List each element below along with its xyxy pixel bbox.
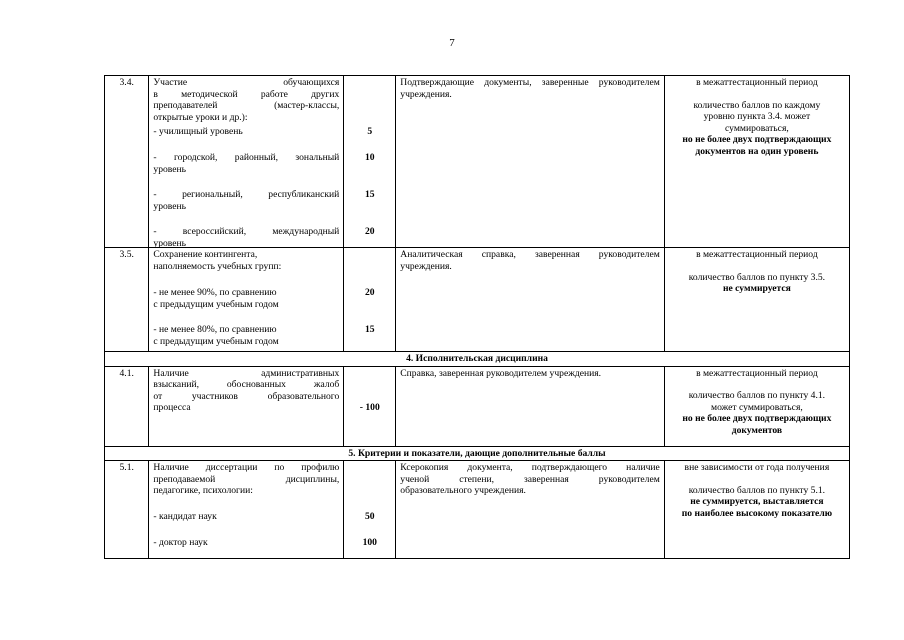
desc-line: Наличие административных [153,367,340,379]
document-cell [396,461,665,559]
section-header-row [105,352,850,367]
section-title: 4. Исполнительская дисциплина [105,352,850,367]
document-cell [396,76,665,248]
criteria-table [104,75,850,559]
points-value: 5 [367,126,373,137]
note-bold: не суммируется [722,283,791,295]
level-label: уровень [153,164,187,175]
desc-line: взысканий, обоснованных жалоб [153,379,340,391]
desc-line: процесса [153,402,191,414]
points-cell [344,248,396,352]
row-number: 4.1. [105,366,149,446]
document-text: Аналитическая справка, заверенная руководителем [400,249,660,260]
section-header-row [105,446,850,461]
desc-line: наполняемость учебных групп: [153,260,282,272]
note-cell [664,366,849,446]
note-bold: не суммируется, выставляется [690,496,824,508]
criterion-description [149,461,344,559]
note-text: суммироваться, [725,122,789,134]
points-value: 15 [364,189,375,200]
points-cell [344,366,396,446]
document-text: учреждения. [400,260,452,272]
desc-line: от участников образовательного [153,390,340,402]
points-value: 20 [364,287,375,298]
degree-label: - доктор наук [153,537,208,549]
document-text: Подтверждающие документы, заверенные руководителем учреждения. [400,77,660,100]
note-cell [664,76,849,248]
note-text: уровню пункта 3.4. может [703,111,811,123]
level-label: - городской, районный, зональный [153,152,340,163]
criterion-description [149,366,344,446]
desc-line: педагогике, психологии: [153,485,253,497]
points-value: 50 [364,511,375,523]
note-period: в межаттестационный период [696,77,818,88]
document-text: ученой степени, заверенная руководителем [400,473,660,485]
desc-line: в методической работе других [153,88,340,100]
criterion-description [149,248,344,352]
page-number: 7 [449,37,455,49]
points-cell [344,461,396,559]
document-text: Ксерокопия документа, подтверждающего наличие [400,462,660,474]
note-text: количество баллов по каждому [693,99,821,111]
level-label: - не менее 80%, по сравнению [153,324,277,335]
level-label: - не менее 90%, по сравнению [153,287,277,298]
level-label: с предыдущим учебным годом [153,299,279,310]
points-value: 15 [364,324,375,335]
note-text: количество баллов по пункту 3.5. [688,271,826,283]
note-bold: но не более двух подтверждающих [682,134,832,146]
points-value: 10 [364,152,375,163]
note-bold: по наиболее высокому показателю [681,507,833,519]
note-cell [664,248,849,352]
document-cell [396,366,665,446]
level-label: - всероссийский, международный [153,226,340,237]
degree-label: - кандидат наук [153,511,217,523]
desc-line: Участие обучающихся [153,77,340,88]
row-number: 3.4. [105,76,149,248]
note-bold: документов [731,424,783,436]
row-number: 5.1. [105,461,149,559]
desc-line: Сохранение контингента, [153,249,258,260]
note-text: может суммироваться, [711,401,803,413]
document-text: Справка, заверенная руководителем учреждения. [400,367,602,379]
note-text: количество баллов по пункту 5.1. [688,484,826,496]
desc-line: открытые уроки и др.): [153,111,248,123]
table-row [105,366,850,446]
level-label: с предыдущим учебным годом [153,336,279,347]
section-title: 5. Критерии и показатели, дающие дополнительные баллы [105,446,850,461]
note-text: количество баллов по пункту 4.1. [688,390,826,402]
note-period: вне зависимости от года получения [684,462,830,474]
desc-line: Наличие диссертации по профилю [153,462,340,474]
points-value: 20 [364,226,375,237]
row-number: 3.5. [105,248,149,352]
desc-line: преподаваемой дисциплины, [153,473,340,485]
document-cell [396,248,665,352]
note-bold: но не более двух подтверждающих [682,413,832,425]
document-text: образовательного учреждения. [400,485,526,497]
level-label: - региональный, республиканский [153,189,340,200]
level-label: уровень [153,201,187,212]
note-cell [664,461,849,559]
table-row [105,248,850,352]
level-label: уровень [153,238,187,249]
desc-line: преподавателей (мастер-классы, [153,100,340,112]
level-label: - училищный уровень [153,126,243,137]
note-period: в межаттестационный период [696,249,818,260]
points-cell [344,76,396,248]
note-period: в межаттестационный период [696,367,818,379]
table-row [105,461,850,559]
note-bold: документов на один уровень [695,145,819,157]
points-value: - 100 [359,401,380,413]
table-row [105,76,850,248]
points-value: 100 [362,537,377,549]
criterion-description [149,76,344,248]
